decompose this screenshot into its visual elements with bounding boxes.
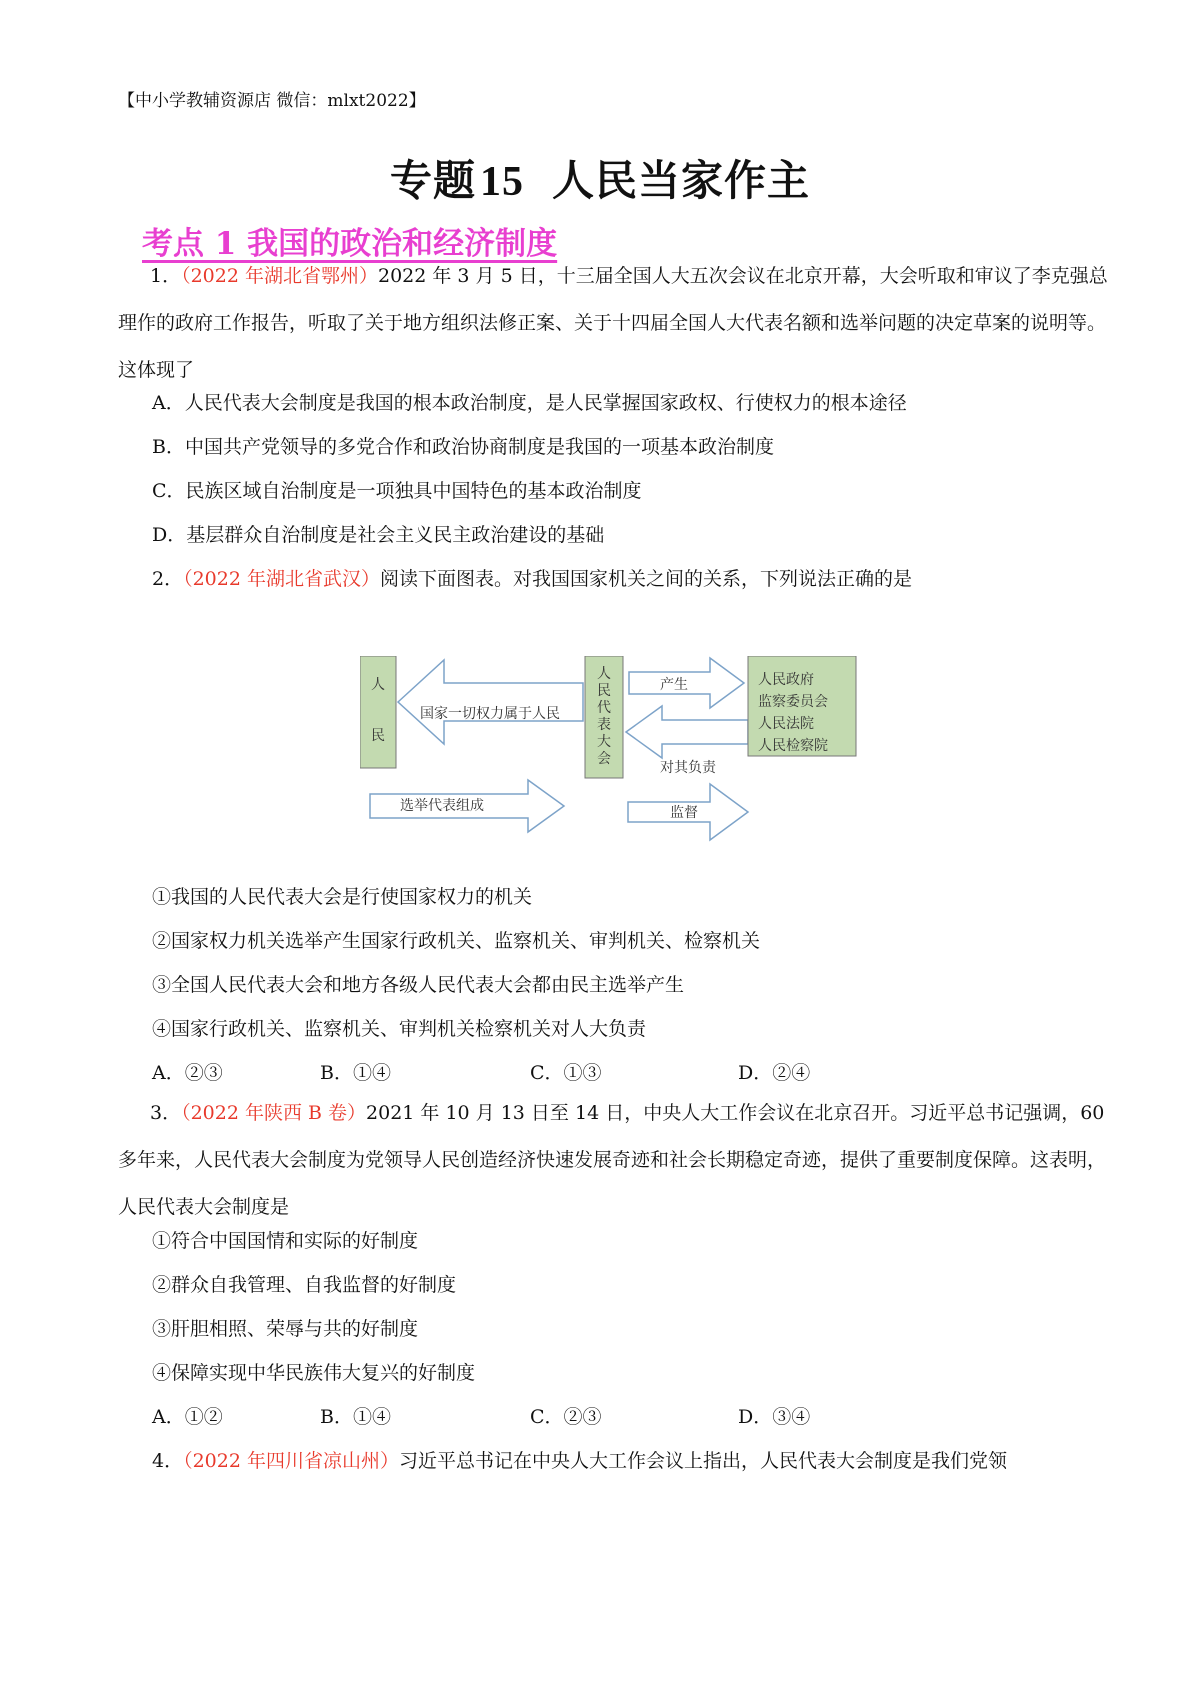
question-3-stem [118, 1090, 1108, 1231]
organ-court: 人民法院 [758, 716, 814, 732]
npc-char-1: 人 [597, 666, 611, 682]
watermark: 【中小学教辅资源店 微信：mlxt2022】 [118, 91, 426, 111]
question-3-choice-c: C．②③ [530, 1406, 602, 1428]
state-organs-diagram [360, 656, 906, 856]
npc-char-2: 民 [597, 683, 611, 699]
question-3-choice-a: A．①② [152, 1406, 223, 1428]
people-label-2: 民 [371, 728, 385, 744]
npc-char-5: 大 [597, 734, 611, 750]
question-3-statement-1: ①符合中国国情和实际的好制度 [152, 1230, 419, 1252]
question-4-number: 4． [152, 1450, 184, 1472]
question-3-source: （2022 年陕西 B 卷） [181, 1102, 367, 1124]
section-heading: 考点 1 我国的政治和经济制度 [142, 226, 558, 262]
question-4-stem [152, 1446, 1007, 1473]
question-2-choice-d: D．②④ [738, 1062, 811, 1084]
title-rest: 人民当家作主 [552, 156, 811, 205]
question-1-number: 1． [150, 265, 182, 287]
organ-supervisory: 监察委员会 [758, 694, 828, 710]
question-2-choice-b: B．①④ [320, 1062, 391, 1084]
npc-char-4: 表 [597, 717, 611, 733]
question-2-source: （2022 年湖北省武汉） [183, 568, 380, 590]
question-2-choice-c: C．①③ [530, 1062, 602, 1084]
question-3-number: 3． [150, 1102, 182, 1124]
question-1-option-d: D．基层群众自治制度是社会主义民主政治建设的基础 [152, 524, 605, 546]
power-arrow [398, 660, 583, 744]
question-1-text: 2022 年 3 月 5 日，十三届全国人大五次会议在北京开幕，大会听取和审议了李克强总理作的政府工作报告，听取了关于地方组织法修正案、关于十四届全国人大代表名额和选举问题的决定草案的说明等。这体现了 [118, 265, 1108, 381]
supervise-legend-label: 监督 [670, 805, 698, 821]
question-2-statement-3: ③全国人民代表大会和地方各级人民代表大会都由民主选举产生 [152, 974, 685, 996]
npc-char-3: 代 [597, 700, 611, 716]
responsible-arrow [626, 706, 748, 758]
question-2-statement-1: ①我国的人民代表大会是行使国家权力的机关 [152, 886, 533, 908]
question-3-statement-2: ②群众自我管理、自我监督的好制度 [152, 1274, 457, 1296]
npc-char-6: 会 [597, 751, 611, 767]
question-3-statement-4: ④保障实现中华民族伟大复兴的好制度 [152, 1362, 476, 1384]
elect-legend-label: 选举代表组成 [400, 798, 484, 814]
produce-arrow-label: 产生 [660, 677, 688, 693]
question-2-number: 2． [152, 568, 184, 590]
question-1-option-c: C．民族区域自治制度是一项独具中国特色的基本政治制度 [152, 480, 642, 502]
question-3-statement-3: ③肝胆相照、荣辱与共的好制度 [152, 1318, 419, 1340]
organ-procuratorate: 人民检察院 [758, 738, 828, 754]
question-1-stem [118, 253, 1108, 394]
question-2-statement-2: ②国家权力机关选举产生国家行政机关、监察机关、审判机关、检察机关 [152, 930, 761, 952]
question-4-text: 习近平总书记在中央人大工作会议上指出，人民代表大会制度是我们党领 [399, 1450, 1008, 1472]
people-label-1: 人 [371, 677, 385, 693]
question-2-statement-4: ④国家行政机关、监察机关、审判机关检察机关对人大负责 [152, 1018, 647, 1040]
question-1-option-a: A．人民代表大会制度是我国的根本政治制度，是人民掌握国家政权、行使权力的根本途径 [152, 392, 907, 414]
title-number: 15 [480, 159, 524, 205]
question-2-text: 阅读下面图表。对我国国家机关之间的关系，下列说法正确的是 [380, 568, 913, 590]
page-title [0, 148, 1200, 208]
question-3-choice-b: B．①④ [320, 1406, 391, 1428]
question-3-text: 2021 年 10 月 13 日至 14 日，中央人大工作会议在北京召开。习近平总书记强调，60 多年来，人民代表大会制度为党领导人民创造经济快速发展奇迹和社会长期稳定奇迹，提供了重要制度保障。这表明，人民代表大会制度是 [118, 1102, 1107, 1218]
people-box [360, 656, 396, 768]
power-arrow-label: 国家一切权力属于人民 [420, 706, 560, 722]
question-3-choice-d: D．③④ [738, 1406, 811, 1428]
responsible-arrow-label: 对其负责 [660, 760, 716, 776]
question-2-choice-a: A．②③ [152, 1062, 223, 1084]
question-2-stem [152, 564, 912, 591]
question-1-source: （2022 年湖北省鄂州） [181, 265, 378, 287]
title-prefix: 专题 [389, 156, 476, 205]
question-1-option-b: B．中国共产党领导的多党合作和政治协商制度是我国的一项基本政治制度 [152, 436, 774, 458]
question-4-source: （2022 年四川省凉山州） [183, 1450, 399, 1472]
organ-government: 人民政府 [758, 672, 814, 688]
